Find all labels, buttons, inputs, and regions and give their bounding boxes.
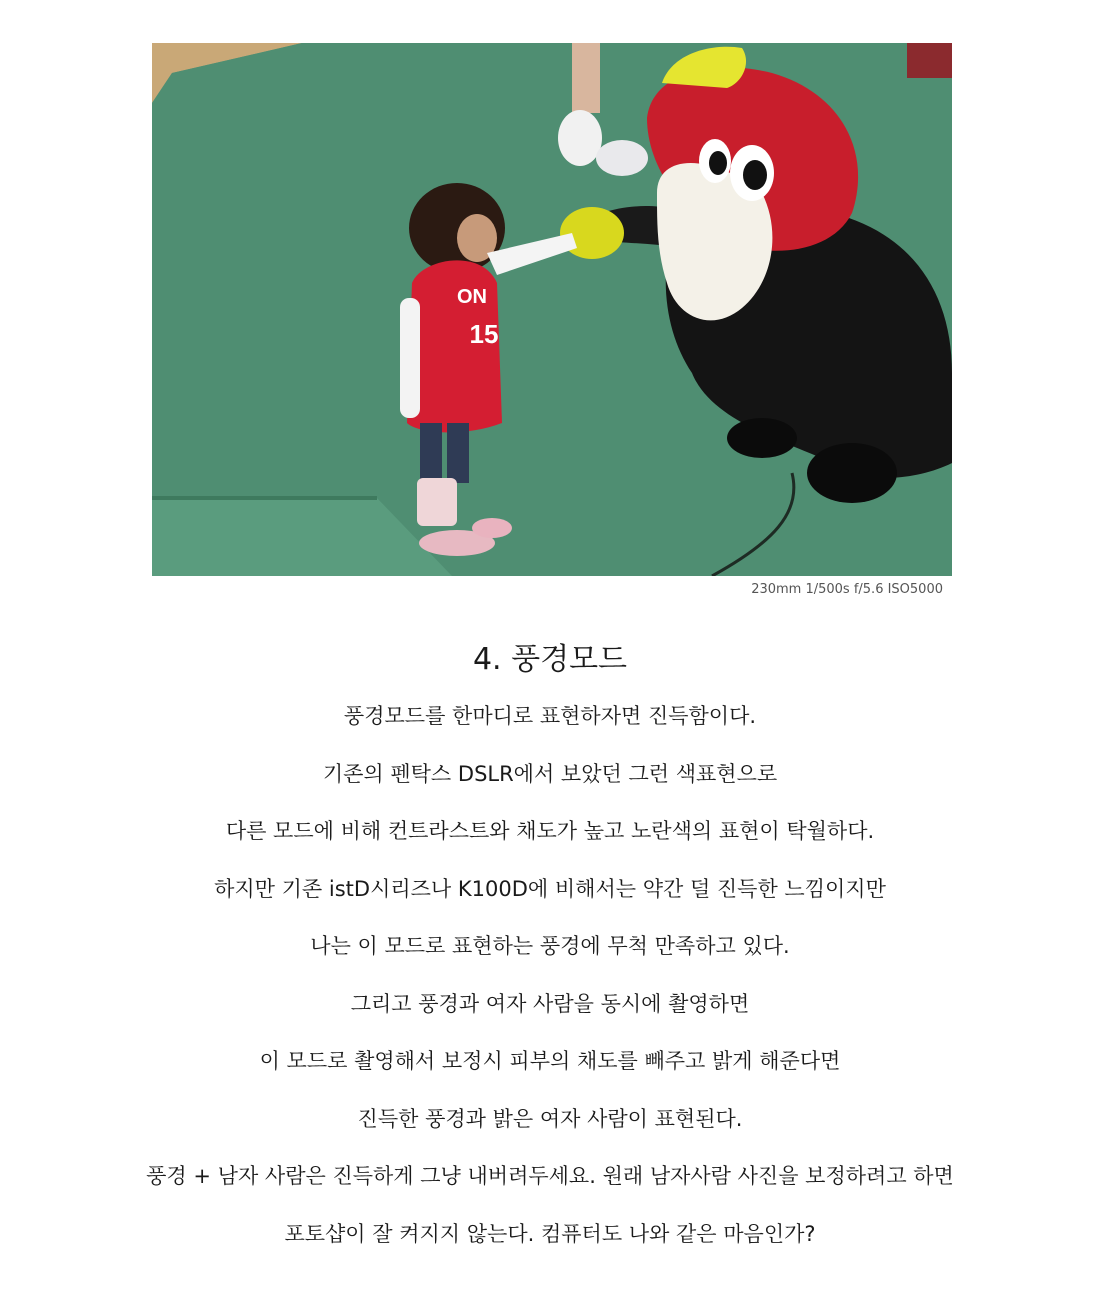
paragraph-line: 나는 이 모드로 표현하는 풍경에 무척 만족하고 있다. [310, 934, 790, 958]
paragraph-line: 다른 모드에 비해 컨트라스트와 채도가 높고 노란색의 표현이 탁월하다. [225, 819, 875, 843]
paragraph-line: 풍경 + 남자 사람은 진득하게 그냥 내버려두세요. 원래 남자사람 사진을 보정하려고 하면 [146, 1164, 954, 1188]
paragraph-line: 하지만 기존 istD시리즈나 K100D에 비해서는 약간 덜 진득한 느낌이지만 [214, 876, 886, 901]
paragraph-line: 그리고 풍경과 여자 사람을 동시에 촬영하면 [350, 991, 750, 1016]
section-heading: 4. 풍경모드 [472, 642, 628, 677]
paragraph-line: 풍경모드를 한마디로 표현하자면 진득함이다. [343, 704, 757, 728]
jersey-number: 15 [469, 319, 499, 349]
paragraph-line: 진득한 풍경과 밝은 여자 사람이 표현된다. [357, 1106, 743, 1131]
paragraph-line: 포토샵이 잘 켜지지 않는다. 컴퓨터도 나와 같은 마음인가? [284, 1221, 816, 1246]
photo-child-and-mascot [152, 43, 952, 576]
jersey-text: ON [457, 286, 487, 308]
paragraph-line: 이 모드로 촬영해서 보정시 피부의 채도를 빼주고 밝게 해준다면 [259, 1049, 841, 1073]
paragraph-line: 기존의 펜탁스 DSLR에서 보았던 그런 색표현으로 [322, 761, 778, 786]
photo-caption: 230mm 1/500s f/5.6 ISO5000 [751, 582, 943, 597]
body-text [0, 698, 1100, 1273]
